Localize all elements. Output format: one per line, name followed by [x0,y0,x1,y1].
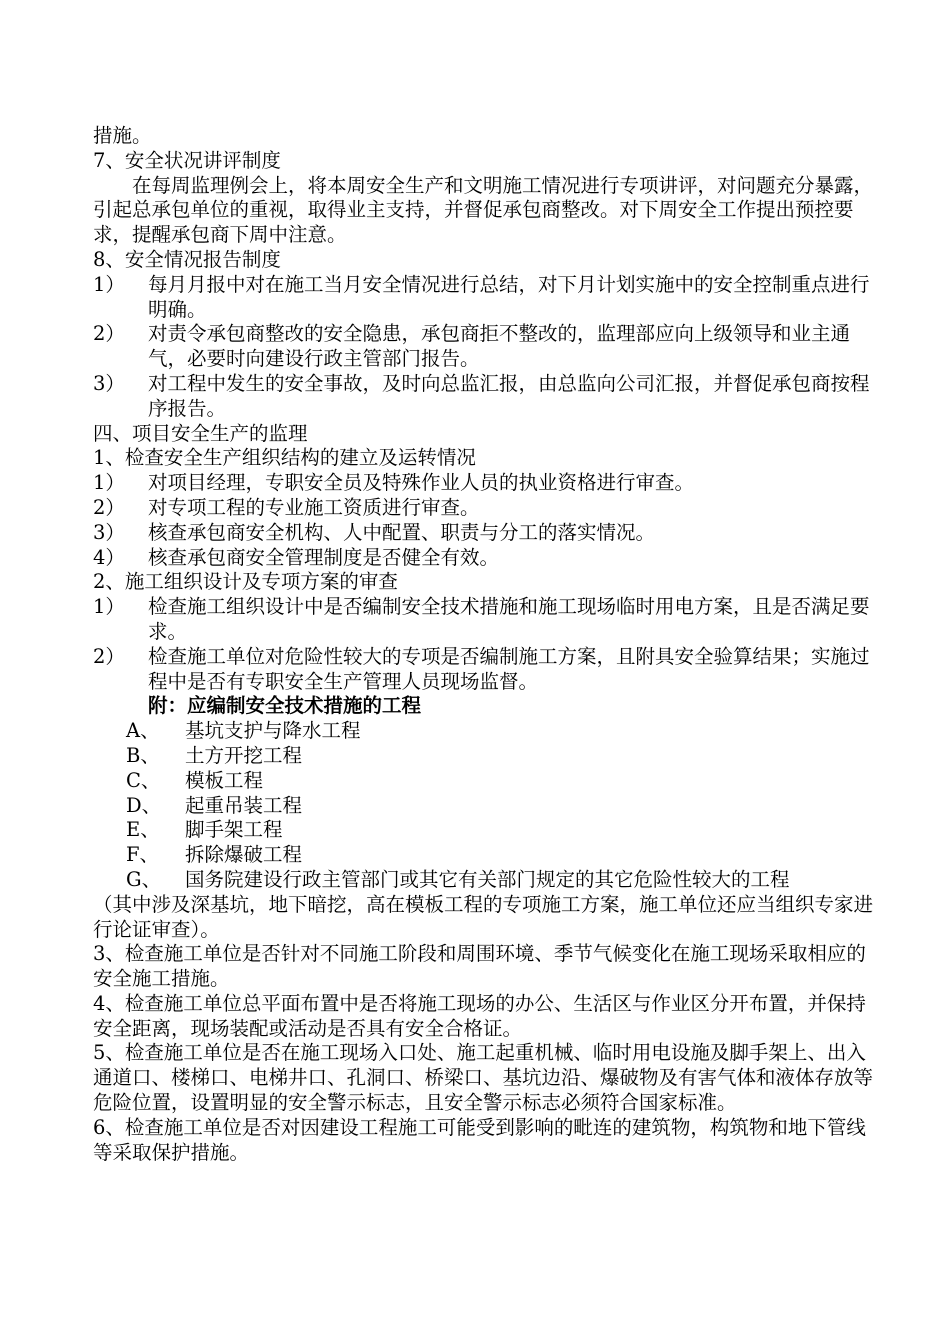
item-number: 2） [93,495,125,519]
item-text: 脚手架工程 [185,818,283,842]
item-text: 对专项工程的专业施工资质进行审查。 [148,495,480,519]
note-paragraph: （其中涉及深基坑，地下暗挖，高在模板工程的专项施工方案，施工单位还应当组织专家进行论证审查）。 [93,892,874,941]
appendix-item [93,769,873,794]
subsection-heading: 2、施工组织设计及专项方案的审查 [93,570,398,594]
item-text: 对责令承包商整改的安全隐患，承包商拒不整改的，监理部应向上级领导和业主通气，必要时向建设行政主管部门报告。 [148,322,851,371]
item-number: 2） [93,644,125,668]
item-text: 拆除爆破工程 [185,843,303,867]
list-item [93,322,873,372]
item-text: 对工程中发生的安全事故，及时向总监汇报，由总监向公司汇报，并督促承包商按程序报告。 [148,371,870,420]
section-heading: 7、安全状况讲评制度 [93,148,281,172]
item-text: 核查承包商安全机构、人中配置、职责与分工的落实情况。 [148,520,656,544]
item-letter: D、 [126,793,162,817]
list-item [93,546,873,571]
item-number: 3） [93,520,125,544]
item-letter: A、 [126,719,160,743]
appendix-item [93,843,873,868]
item-number: 1） [93,272,125,296]
section-heading: 8、安全情况报告制度 [93,247,281,271]
item-letter: E、 [126,818,160,842]
list-item [93,521,873,546]
item-text: 检查施工单位对危险性较大的专项是否编制施工方案，且附具安全验算结果；实施过程中是否有专职安全生产管理人员现场监督。 [148,644,870,693]
paragraph: 5、检查施工单位是否在施工现场入口处、施工起重机械、临时用电设施及脚手架上、出入通道口、楼梯口、电梯井口、孔洞口、桥梁口、基坑边沿、爆破物及有害气体和液体存放等危险位置，设置明显的安全警示标志，且安全警示标志必须符合国家标准。 [93,1041,874,1115]
paragraph: 4、检查施工单位总平面布置中是否将施工现场的办公、生活区与作业区分开布置，并保持安全距离，现场装配或活动是否具有安全合格证。 [93,991,866,1040]
paragraph: 3、检查施工单位是否针对不同施工阶段和周围环境、季节气候变化在施工现场采取相应的安全施工措施。 [93,942,866,991]
list-item [93,471,873,496]
item-number: 1） [93,595,125,619]
paragraph: 6、检查施工单位是否对因建设工程施工可能受到影响的毗连的建筑物，构筑物和地下管线等采取保护措施。 [93,1115,866,1164]
paragraph: 在每周监理例会上，将本周安全生产和文明施工情况进行专项讲评，对问题充分暴露，引起总承包单位的重视，取得业主支持，并督促承包商整改。对下周安全工作提出预控要求，提醒承包商下周中注意。 [93,173,874,247]
appendix-item [93,794,873,819]
item-letter: G、 [126,867,162,891]
list-item [93,496,873,521]
item-letter: B、 [126,743,160,767]
item-text: 模板工程 [185,768,264,792]
appendix-item [93,719,873,744]
appendix-item [93,744,873,769]
item-text: 对项目经理，专职安全员及特殊作业人员的执业资格进行审查。 [148,471,695,495]
section-heading: 四、项目安全生产的监理 [93,421,308,445]
item-text: 起重吊装工程 [185,793,303,817]
item-letter: F、 [126,843,160,867]
list-item [93,273,873,323]
item-text: 基坑支护与降水工程 [185,719,361,743]
list-item [93,595,873,645]
item-number: 4） [93,545,125,569]
item-number: 3） [93,371,125,395]
item-text: 每月月报中对在施工当月安全情况进行总结，对下月计划实施中的安全控制重点进行明确。 [148,272,870,321]
subsection-heading: 1、检查安全生产组织结构的建立及运转情况 [93,446,476,470]
appendix-title: 附：应编制安全技术措施的工程 [148,694,422,718]
appendix-item [93,818,873,843]
item-letter: C、 [126,768,161,792]
item-text: 核查承包商安全管理制度是否健全有效。 [148,545,500,569]
appendix-item [93,868,873,893]
item-text: 土方开挖工程 [185,743,303,767]
document-page [93,124,873,1165]
paragraph: 措施。 [93,124,152,147]
item-number: 2） [93,322,125,346]
list-item [93,645,873,695]
item-text: 检查施工组织设计中是否编制安全技术措施和施工现场临时用电方案，且是否满足要求。 [148,595,870,643]
item-number: 1） [93,471,125,495]
item-text: 国务院建设行政主管部门或其它有关部门规定的其它危险性较大的工程 [185,867,790,891]
list-item [93,372,873,422]
